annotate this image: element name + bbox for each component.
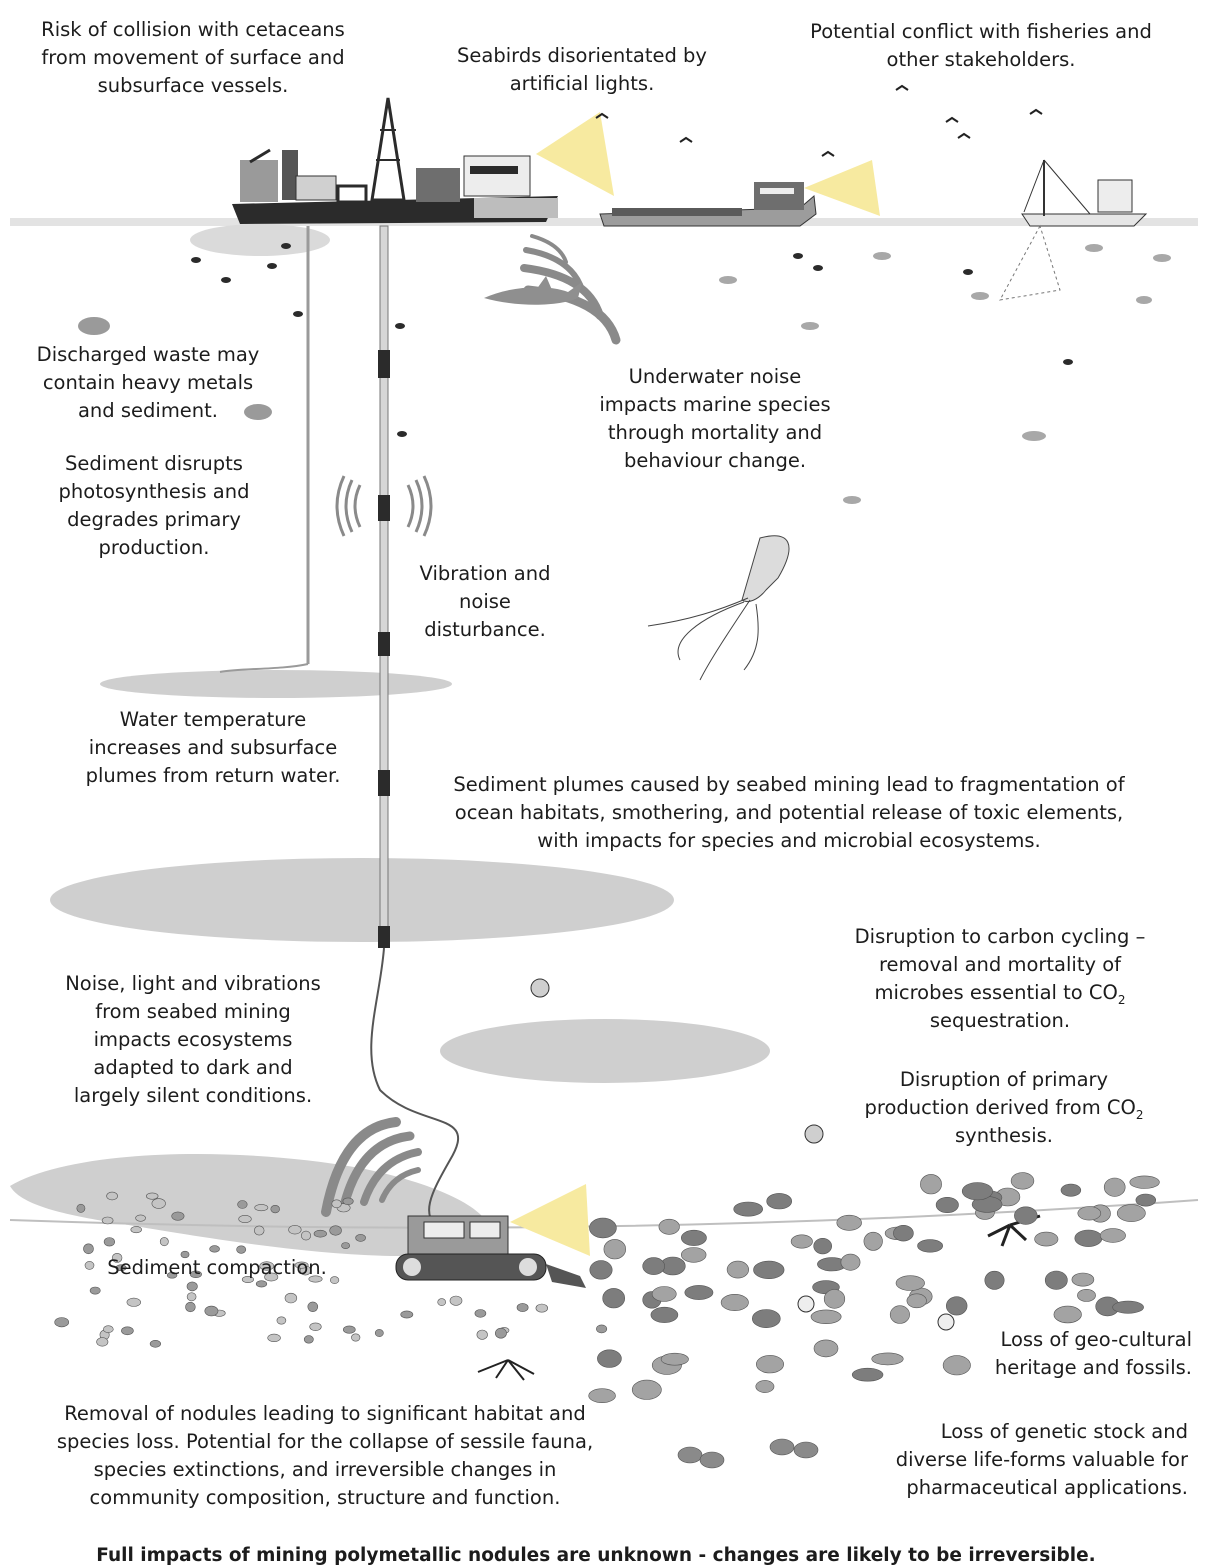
nodule [1011,1173,1034,1190]
nodule [659,1219,680,1234]
nodule [1136,1194,1156,1206]
nodule [330,1277,339,1284]
nodule [811,1310,841,1324]
nodule [186,1302,196,1312]
nodule [678,1447,702,1463]
nodule [289,1225,302,1234]
nodule [268,1334,281,1342]
text-line: Discharged waste may [36,343,260,366]
nodule [77,1204,85,1212]
text-line: Underwater noise [628,365,802,388]
text-line: largely silent conditions. [73,1084,313,1107]
nodule [756,1355,783,1373]
nodule [1072,1273,1094,1286]
nodule [205,1306,218,1316]
text-fragment: microbes essential to CO [874,981,1118,1004]
nodule [187,1282,197,1291]
text-line: with impacts for species and microbial ecosystems. [537,829,1041,852]
nodule [131,1226,142,1232]
label-sediment-compaction [107,1254,327,1282]
text-line: Risk of collision with cetaceans [41,18,345,41]
nodule [121,1327,133,1335]
label-discharged-waste [37,341,260,425]
text-line: species extinctions, and irreversible changes in [93,1458,557,1481]
nodule [681,1230,706,1245]
text-line: Disruption of primary [899,1068,1109,1091]
nodule [84,1244,94,1254]
label-underwater-noise [599,363,830,475]
nodule [475,1310,486,1318]
subsurface-plume-upper [100,670,452,698]
nodule [401,1311,413,1318]
text-line: sequestration. [929,1009,1071,1032]
nodule [589,1218,616,1238]
nodule [962,1183,992,1200]
nodule [1054,1306,1082,1323]
text-line: community composition, structure and function. [89,1486,561,1509]
nodule [700,1452,724,1468]
nodule [285,1293,297,1303]
nodule [896,1276,925,1291]
nodule [342,1243,350,1249]
text-line: synthesis. [954,1124,1053,1147]
nodule [824,1290,845,1309]
nodule [936,1197,958,1212]
nodule [536,1304,548,1312]
nodule [604,1239,626,1259]
text-line: Loss of genetic stock and [940,1420,1188,1443]
nodule [330,1226,342,1236]
footer-summary [96,1542,1095,1568]
nodule [852,1368,883,1381]
nodule [652,1287,676,1302]
text-line: Sediment plumes caused by seabed mining lead to fragmentation of [453,773,1125,796]
nodule [160,1237,168,1245]
nodule [127,1298,141,1306]
label-fisheries-conflict [810,18,1152,74]
nodule [301,1231,310,1240]
label-sediment-photosynthesis [59,450,250,562]
label-cetacean-collision [41,16,345,100]
nodule [943,1356,970,1375]
nodule [651,1307,678,1322]
nodule [237,1246,246,1254]
text-line: from movement of surface and [41,46,345,69]
nodule [918,1240,943,1253]
support-vessel-icon [600,182,816,226]
text-line-with-subscript [855,979,1146,1007]
nodule [254,1226,264,1235]
label-sediment-plumes [453,771,1124,855]
text-line: and sediment. [77,399,219,422]
nodule [603,1288,625,1308]
crawler-light-beam [510,1184,590,1256]
label-noise-light-vibrations [65,970,321,1110]
text-line: subsurface vessels. [97,74,289,97]
sediment-plume-large [50,858,674,942]
nodule [752,1310,780,1328]
text-line: diverse life-forms valuable for [895,1448,1188,1471]
nodule [1100,1229,1125,1243]
nodule [985,1271,1004,1289]
nodule [643,1258,665,1275]
text-line: removal and mortality of [878,953,1122,976]
nodule [332,1200,342,1208]
label-primary-production [864,1066,1143,1150]
text-line: other stakeholders. [886,48,1076,71]
nodule [102,1217,113,1224]
nodule [90,1287,100,1294]
nodule [255,1204,268,1210]
nodule [477,1330,488,1339]
footer-text: Full impacts of mining polymetallic nodules are unknown - changes are likely to be irreversible. [96,1545,1096,1566]
text-fragment: production derived from CO [864,1096,1136,1119]
nodule [661,1353,688,1365]
subscript: 2 [1135,1107,1144,1122]
text-line: heritage and fossils. [994,1356,1192,1379]
nodule [85,1261,94,1269]
text-line: through mortality and [607,421,823,444]
nodule [890,1306,909,1324]
sea-spider-icon [478,1360,534,1380]
turtle-icon [78,317,110,335]
nodule [136,1215,146,1221]
nodule [351,1334,360,1341]
nodule [97,1338,108,1347]
nodule [495,1328,506,1338]
text-line: artificial lights. [509,72,655,95]
nodule [1045,1271,1067,1289]
nodule [517,1303,528,1311]
nodule [1117,1205,1145,1222]
nodule [1035,1232,1058,1246]
text-line: adapted to dark and [93,1056,293,1079]
nodule [597,1350,621,1368]
text-line: noise [459,590,511,613]
nodule [681,1248,706,1263]
label-geo-cultural-heritage [995,1326,1192,1382]
nodule [1078,1207,1101,1221]
text-line: contain heavy metals [42,371,254,394]
nodule [172,1212,184,1220]
nodule [277,1317,286,1324]
nodule [150,1340,161,1347]
nodule [685,1285,713,1299]
nodule [756,1380,774,1392]
nodule [1061,1184,1081,1196]
text-line: Sediment compaction. [107,1256,327,1279]
text-line: Water temperature [119,708,307,731]
text-line: Potential conflict with fisheries and [810,20,1152,43]
nodule [767,1193,792,1209]
riser-pipe-icon [371,226,458,1230]
text-line: Seabirds disorientated by [457,44,707,67]
nodule [1077,1289,1095,1301]
label-nodule-removal [57,1400,593,1512]
fishing-trawler-icon [1000,160,1146,300]
label-vibration-noise [420,560,551,644]
text-line: Noise, light and vibrations [65,972,321,995]
text-line: production. [98,536,210,559]
nodule [632,1380,661,1399]
nodule [1075,1230,1102,1247]
nodule [841,1254,860,1270]
sediment-plume-mid [440,1019,770,1083]
nodule [146,1193,158,1199]
nodule [721,1294,748,1310]
subscript: 2 [1117,992,1126,1007]
nodule [893,1225,913,1241]
nodule [791,1235,812,1248]
nodule [271,1205,280,1213]
text-line: ocean habitats, smothering, and potential release of toxic elements, [454,801,1124,824]
nodule [946,1297,967,1315]
nodule [794,1442,818,1458]
nodule [1104,1178,1125,1196]
nodule [1113,1301,1144,1313]
nodule [864,1232,883,1250]
anglerfish-icon-2 [805,1125,823,1143]
text-line: from seabed mining [95,1000,291,1023]
text-line: impacts marine species [599,393,831,416]
nodule [1014,1207,1037,1225]
nodule [343,1198,353,1205]
nodule [187,1293,196,1301]
text-line: impacts ecosystems [93,1028,293,1051]
text-line: degrades primary [67,508,241,531]
nodule [152,1199,166,1209]
text-line: behaviour change. [623,449,807,472]
nodule [310,1323,322,1331]
text-line: Disruption to carbon cycling – [854,925,1146,948]
anglerfish-icon [531,979,549,997]
nodule [734,1202,763,1216]
label-genetic-stock [896,1418,1188,1502]
nodule [343,1326,355,1333]
nodule [356,1234,366,1241]
text-line-with-subscript [864,1094,1143,1122]
nodule [308,1302,318,1312]
label-water-temperature [86,706,341,790]
text-line: Loss of geo-cultural [1000,1328,1192,1351]
nodule [103,1326,113,1333]
nodule [770,1439,794,1455]
nodule [304,1336,313,1344]
text-line: pharmaceutical applications. [906,1476,1188,1499]
nodule [907,1294,927,1308]
nodule [375,1329,383,1336]
nodule [920,1174,941,1194]
nodule [314,1230,327,1237]
nodule [814,1340,838,1357]
nodule [814,1238,832,1254]
nodule [727,1261,749,1278]
vessel-light-beam [536,112,614,196]
nodule [450,1296,462,1305]
text-line: species loss. Potential for the collapse of sessile fauna, [56,1430,594,1453]
nodule [438,1299,446,1306]
text-line: Vibration and [419,562,551,585]
nodule [590,1261,612,1280]
text-line: photosynthesis and [58,480,250,503]
text-line: increases and subsurface [88,736,338,759]
nodule [837,1215,862,1230]
nodule [107,1192,118,1200]
text-line: Sediment disrupts [65,452,243,475]
nodule [1130,1176,1160,1189]
nodule [754,1261,785,1279]
nodule [238,1201,248,1209]
nodule [104,1238,115,1247]
label-seabirds [457,42,707,98]
text-line: plumes from return water. [85,764,341,787]
text-line: disturbance. [424,618,546,641]
squid-icon [648,536,789,680]
nodule [239,1215,252,1222]
nodule [596,1325,606,1333]
mining-vessel-icon [232,98,558,224]
nodule [872,1353,904,1365]
text-line: Removal of nodules leading to significant habitat and [64,1402,586,1425]
nodule [55,1318,69,1327]
label-carbon-cycling [855,923,1146,1035]
nodule [210,1246,220,1253]
